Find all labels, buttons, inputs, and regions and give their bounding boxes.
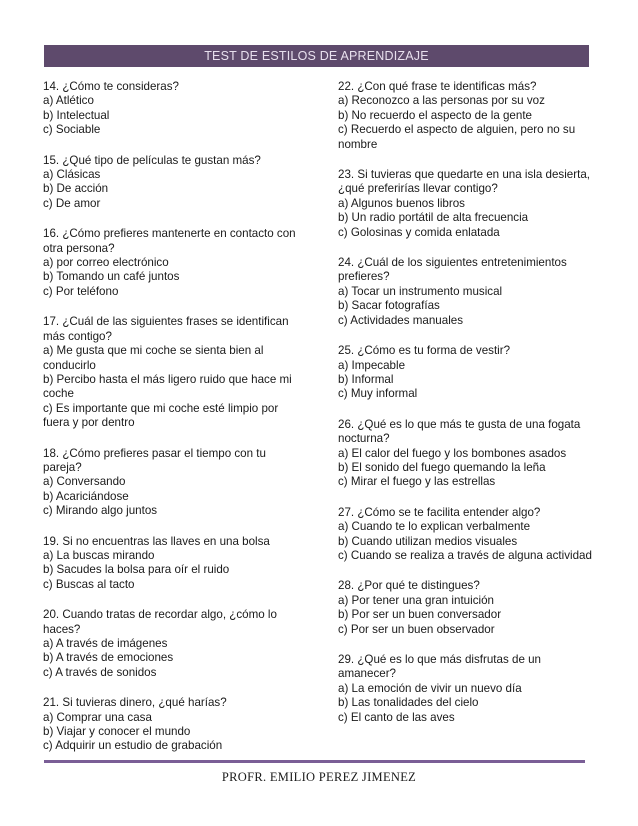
answer-option: c) Sociable — [43, 123, 101, 137]
answer-option: c) Mirando algo juntos — [43, 504, 158, 518]
question-stem: 27. ¿Cómo se te facilita entender algo? — [338, 505, 541, 519]
answer-option: b) Por ser un buen conversador — [338, 608, 502, 622]
question-block — [43, 227, 301, 299]
answer-option: a) Atlético — [43, 94, 94, 108]
answer-option: b) Informal — [338, 372, 394, 386]
answer-option: a) Algunos buenos libros — [338, 196, 465, 210]
answer-option: a) Tocar un instrumento musical — [338, 284, 503, 298]
answer-option: c) El canto de las aves — [338, 710, 455, 724]
answer-option: c) Recuerdo el aspecto de alguien, pero no su nombre — [338, 123, 576, 151]
question-block — [43, 608, 301, 680]
answer-option: c) Por teléfono — [43, 284, 119, 298]
answer-option: a) La emoción de vivir un nuevo día — [338, 681, 522, 695]
answer-option: c) Actividades manuales — [338, 313, 464, 327]
answer-option: a) El calor del fuego y los bombones asados — [338, 446, 567, 460]
answer-option: b) Cuando utilizan medios visuales — [338, 534, 518, 548]
question-stem: 21. Si tuvieras dinero, ¿qué harías? — [43, 696, 227, 710]
right-question-column — [338, 80, 596, 741]
answer-option: c) Cuando se realiza a través de alguna actividad — [338, 548, 592, 562]
question-block — [338, 344, 596, 402]
answer-option: a) A través de imágenes — [43, 637, 168, 650]
answer-option: b) De acción — [43, 182, 109, 196]
question-stem: 17. ¿Cuál de las siguientes frases se identifican más contigo? — [43, 315, 289, 343]
question-block — [338, 418, 596, 490]
question-block — [43, 315, 301, 430]
answer-option: b) A través de emociones — [43, 651, 174, 665]
footer-author: PROFR. EMILIO PEREZ JIMENEZ — [221, 770, 417, 784]
answer-option: b) Intelectual — [43, 108, 110, 122]
page-title: TEST DE ESTILOS DE APRENDIZAJE — [204, 49, 429, 63]
answer-option: a) Me gusta que mi coche se sienta bien al conducirlo — [43, 344, 264, 372]
footer-divider — [44, 760, 585, 763]
question-block — [43, 80, 301, 138]
question-stem: 24. ¿Cuál de los siguientes entretenimientos prefieres? — [338, 256, 567, 284]
answer-option: c) Golosinas y comida enlatada — [338, 225, 500, 239]
question-stem: 20. Cuando tratas de recordar algo, ¿cómo lo haces? — [43, 608, 277, 636]
answer-option: b) Un radio portátil de alta frecuencia — [338, 211, 529, 225]
answer-option: a) Por tener una gran intuición — [338, 593, 494, 607]
question-stem: 14. ¿Cómo te consideras? — [43, 80, 179, 93]
question-block — [43, 535, 301, 593]
answer-option: c) Muy informal — [338, 387, 418, 401]
question-stem: 28. ¿Por qué te distingues? — [338, 579, 480, 593]
question-block — [338, 579, 596, 637]
question-block — [338, 168, 596, 240]
question-stem: 16. ¿Cómo prefieres mantenerte en contacto con otra persona? — [43, 227, 296, 255]
question-block — [43, 696, 301, 754]
question-stem: 15. ¿Qué tipo de películas te gustan más? — [43, 153, 261, 167]
answer-option: c) Es importante que mi coche esté limpio por fuera y por dentro — [43, 401, 279, 430]
answer-option: b) Viajar y conocer el mundo — [43, 725, 191, 739]
answer-option: b) Acariciándose — [43, 489, 129, 503]
question-stem: 19. Si no encuentras las llaves en una bolsa — [43, 534, 270, 548]
answer-option: a) por correo electrónico — [43, 256, 169, 270]
answer-option: c) Mirar el fuego y las estrellas — [338, 475, 496, 489]
answer-option: b) No recuerdo el aspecto de la gente — [338, 108, 532, 122]
answer-option: c) A través de sonidos — [43, 665, 157, 679]
question-stem: 18. ¿Cómo prefieres pasar el tiempo con tu pareja? — [43, 446, 266, 474]
answer-option: b) Sacar fotografías — [338, 299, 440, 313]
answer-option: a) Cuando te lo explican verbalmente — [338, 520, 531, 534]
question-block — [43, 447, 301, 519]
answer-option: b) El sonido del fuego quemando la leña — [338, 460, 546, 474]
answer-option: b) Sacudes la bolsa para oír el ruido — [43, 563, 230, 577]
answer-option: a) Comprar una casa — [43, 710, 152, 724]
answer-option: c) Adquirir un estudio de grabación — [43, 739, 223, 753]
answer-option: b) Tomando un café juntos — [43, 270, 180, 284]
answer-option: b) Percibo hasta el más ligero ruido que hace mi coche — [43, 372, 292, 401]
question-stem: 29. ¿Qué es lo que más disfrutas de un amanecer? — [338, 653, 542, 681]
question-stem: 22. ¿Con qué frase te identificas más? — [338, 80, 537, 93]
left-question-column — [43, 80, 301, 770]
question-stem: 25. ¿Cómo es tu forma de vestir? — [338, 344, 511, 358]
answer-option: b) Las tonalidades del cielo — [338, 696, 479, 710]
answer-option: a) La buscas mirando — [43, 548, 155, 562]
answer-option: a) Conversando — [43, 475, 126, 489]
answer-option: a) Impecable — [338, 358, 406, 372]
page-title-banner — [44, 45, 589, 67]
answer-option: c) De amor — [43, 196, 101, 210]
question-block — [43, 154, 301, 212]
question-block — [338, 80, 596, 152]
question-stem: 26. ¿Qué es lo que más te gusta de una fogata nocturna? — [338, 417, 581, 446]
answer-option: c) Por ser un buen observador — [338, 622, 495, 636]
question-block — [338, 653, 596, 725]
answer-option: a) Reconozco a las personas por su voz — [338, 94, 545, 108]
question-block — [338, 506, 596, 564]
question-block — [338, 256, 596, 328]
answer-option: c) Buscas al tacto — [43, 577, 135, 591]
question-stem: 23. Si tuvieras que quedarte en una isla desierta, ¿qué preferirías llevar contigo? — [338, 168, 591, 196]
answer-option: a) Clásicas — [43, 168, 101, 182]
